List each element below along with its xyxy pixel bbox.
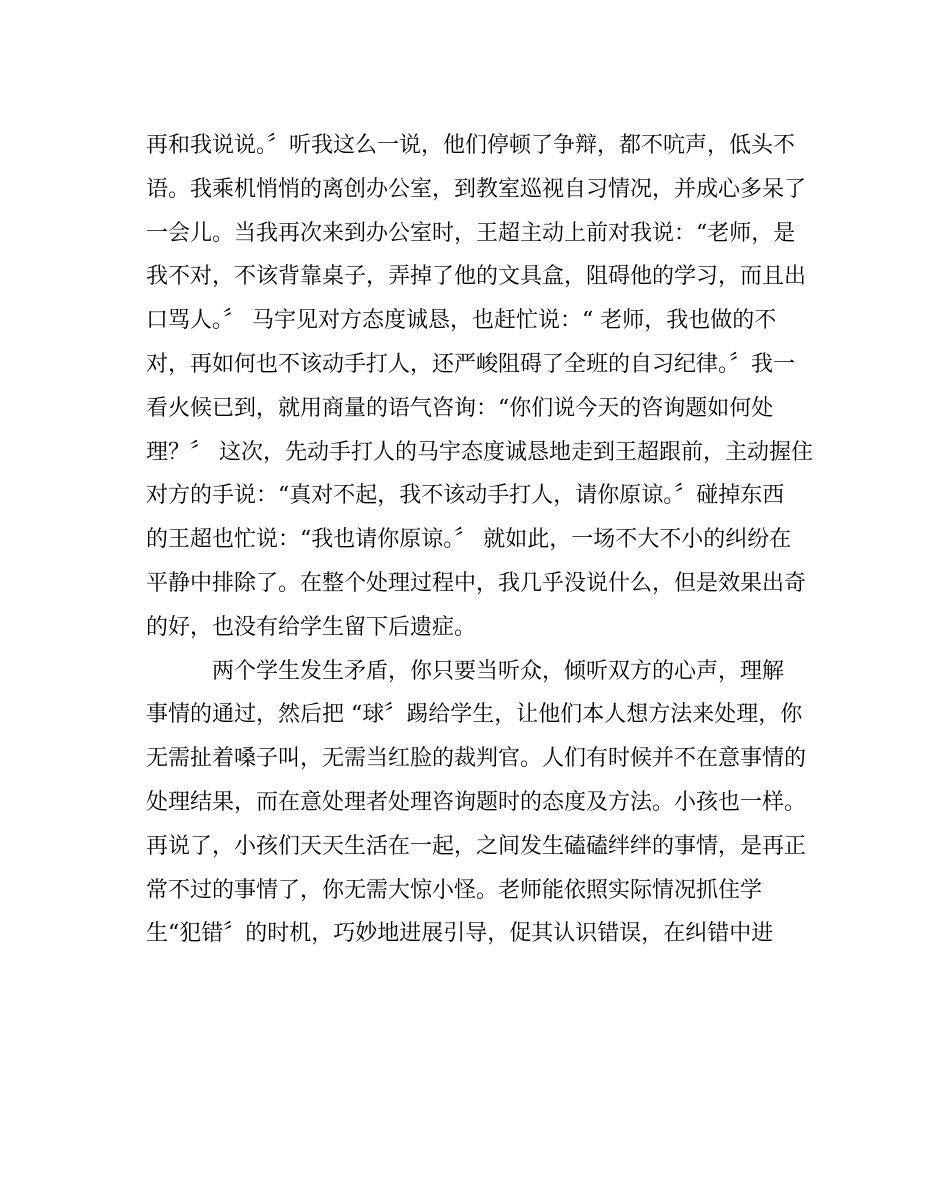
text-line: 无需扯着嗓子叫，无需当红脸的裁判官。人们有时候并不在意事情的 bbox=[146, 746, 807, 772]
text-line: 语。我乘机悄悄的离创办公室，到教室巡视自习情况，并成心多呆了 bbox=[146, 176, 807, 202]
text-line: 事情的通过，然后把 “球〞踢给学生，让他们本人想方法来处理，你 bbox=[146, 702, 803, 728]
text-line: 口骂人。〞 马宇见对方态度诚恳，也赶忙说：“ 老师，我也做的不 bbox=[146, 308, 777, 334]
body-text bbox=[146, 124, 816, 956]
text-line: 再和我说说。〞听我这么一说，他们停顿了争辩，都不吭声，低头不 bbox=[146, 133, 796, 158]
text-line: 对方的手说：“真对不起，我不该动手打人，请你原谅。〞碰掉东西 bbox=[146, 483, 785, 509]
text-line: 的王超也忙说：“我也请你原谅。〞 就如此，一场不大不小的纠纷在 bbox=[146, 527, 792, 553]
text-line: 平静中排除了。在整个处理过程中，我几乎没说什么，但是效果出奇 bbox=[146, 570, 807, 596]
text-line: 生“犯错〞的时机，巧妙地进展引导，促其认识错误，在纠错中进 bbox=[146, 921, 774, 947]
text-line: 一会儿。当我再次来到办公室时，王超主动上前对我说：“老师，是 bbox=[146, 220, 796, 246]
text-line: 我不对，不该背靠桌子，弄掉了他的文具盒，阻碍他的学习，而且出 bbox=[146, 264, 807, 290]
text-line: 处理结果，而在意处理者处理咨询题时的态度及方法。小孩也一样。 bbox=[146, 789, 807, 815]
text-line: 看火候已到，就用商量的语气咨询：“你们说今天的咨询题如何处 bbox=[146, 395, 774, 421]
text-line: 再说了，小孩们天天生活在一起，之间发生磕磕绊绊的事情，是再正 bbox=[146, 833, 807, 859]
text-line: 两个学生发生矛盾，你只要当听众，倾听双方的心声，理解 bbox=[146, 658, 785, 684]
text-line: 的好，也没有给学生留下后遗症。 bbox=[146, 614, 477, 640]
text-line: 对，再如何也不该动手打人，还严峻阻碍了全班的自习纪律。〞我一 bbox=[146, 351, 796, 377]
text-line: 常不过的事情了，你无需大惊小怪。老师能依照实际情况抓住学 bbox=[146, 877, 763, 903]
text-line: 理？〞 这次，先动手打人的马宇态度诚恳地走到王超跟前，主动握住 bbox=[146, 439, 813, 465]
